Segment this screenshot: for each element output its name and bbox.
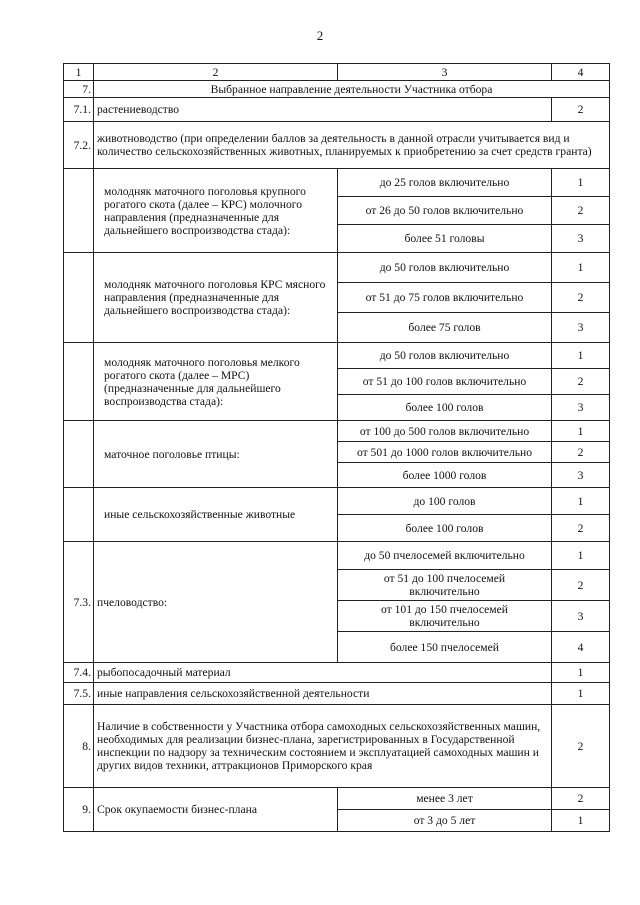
group-label: молодняк маточного поголовья крупного рогатого скота (далее – КРС) молочного направления (предназначенные для дальнейшего воспроизводства стада): xyxy=(94,169,338,253)
range: от 3 до 5 лет xyxy=(338,810,552,832)
score: 2 xyxy=(552,98,610,122)
score: 3 xyxy=(552,313,610,343)
row-7-2 xyxy=(64,122,610,169)
score: 1 xyxy=(552,542,610,570)
range: более 1000 голов xyxy=(338,463,552,488)
row-number: 7.5. xyxy=(64,683,94,705)
range: до 25 голов включительно xyxy=(338,169,552,197)
score: 2 xyxy=(552,197,610,225)
group-label: иные сельскохозяйственные животные xyxy=(94,488,338,542)
row-7 xyxy=(64,81,610,98)
row-number: 8. xyxy=(64,705,94,788)
score: 1 xyxy=(552,343,610,369)
score: 1 xyxy=(552,488,610,515)
empty-number-cell xyxy=(64,488,94,542)
range: от 100 до 500 голов включительно xyxy=(338,421,552,442)
score: 2 xyxy=(552,442,610,463)
mrs-option-1 xyxy=(64,343,610,369)
beekeeping-option-1 xyxy=(64,542,610,570)
row-8 xyxy=(64,705,610,788)
row-number: 7.3. xyxy=(64,542,94,663)
score: 4 xyxy=(552,632,610,663)
score: 2 xyxy=(552,369,610,395)
score: 2 xyxy=(552,788,610,810)
range: от 51 до 75 голов включительно xyxy=(338,283,552,313)
row-number: 7. xyxy=(64,81,94,98)
range: от 26 до 50 голов включительно xyxy=(338,197,552,225)
score: 1 xyxy=(552,253,610,283)
criterion-label: рыбопосадочный материал xyxy=(94,663,552,683)
range: до 100 голов xyxy=(338,488,552,515)
score: 1 xyxy=(552,810,610,832)
score: 2 xyxy=(552,570,610,601)
row-number: 9. xyxy=(64,788,94,832)
score: 3 xyxy=(552,601,610,632)
criterion-label: растениеводство xyxy=(94,98,552,122)
range: более 100 голов xyxy=(338,515,552,542)
score: 1 xyxy=(552,683,610,705)
criterion-label: Наличие в собственности у Участника отбора самоходных сельскохозяйственных машин, необходимых для реализации бизнес-плана, зарегистрированных в Государственной инспекции по надзору за техническим состоянием и эксплуатацией самоходных машин и других видов техники, аттракционов Приморского края xyxy=(94,705,552,788)
range: более 100 голов xyxy=(338,395,552,421)
score: 2 xyxy=(552,283,610,313)
header-col-2: 2 xyxy=(94,64,338,81)
krs-milk-option-1 xyxy=(64,169,610,197)
criterion-label: животноводство (при определении баллов за деятельность в данной отрасли учитывается вид и количество сельскохозяйственных животных, планируемых к приобретению за счет средств гранта) xyxy=(94,122,610,169)
range: до 50 пчелосемей включительно xyxy=(338,542,552,570)
score: 2 xyxy=(552,705,610,788)
row-number: 7.2. xyxy=(64,122,94,169)
krs-meat-option-1 xyxy=(64,253,610,283)
group-label: молодняк маточного поголовья КРС мясного направления (предназначенные для дальнейшего воспроизводства стада): xyxy=(94,253,338,343)
range: от 51 до 100 пчелосемей включительно xyxy=(338,570,552,601)
empty-number-cell xyxy=(64,421,94,488)
row-7-5 xyxy=(64,683,610,705)
group-label: маточное поголовье птицы: xyxy=(94,421,338,488)
range: от 501 до 1000 голов включительно xyxy=(338,442,552,463)
poultry-option-1 xyxy=(64,421,610,442)
header-col-4: 4 xyxy=(552,64,610,81)
section-title: Выбранное направление деятельности Участника отбора xyxy=(94,81,610,98)
score: 2 xyxy=(552,515,610,542)
page-number: 2 xyxy=(316,28,324,43)
row-7-4 xyxy=(64,663,610,683)
criterion-label: Срок окупаемости бизнес-плана xyxy=(94,788,338,832)
row-number: 7.1. xyxy=(64,98,94,122)
range: более 75 голов xyxy=(338,313,552,343)
score: 1 xyxy=(552,421,610,442)
group-label: молодняк маточного поголовья мелкого рогатого скота (далее – МРС) (предназначенные для дальнейшего воспроизводства стада): xyxy=(94,343,338,421)
criterion-label: иные направления сельскохозяйственной деятельности xyxy=(94,683,552,705)
other-animals-option-1 xyxy=(64,488,610,515)
score: 3 xyxy=(552,225,610,253)
header-col-1: 1 xyxy=(64,64,94,81)
range: от 51 до 100 голов включительно xyxy=(338,369,552,395)
empty-number-cell xyxy=(64,169,94,253)
range: от 101 до 150 пчелосемей включительно xyxy=(338,601,552,632)
empty-number-cell xyxy=(64,343,94,421)
score: 3 xyxy=(552,463,610,488)
range: до 50 голов включительно xyxy=(338,343,552,369)
score: 1 xyxy=(552,169,610,197)
range: более 150 пчелосемей xyxy=(338,632,552,663)
row-number: 7.4. xyxy=(64,663,94,683)
score: 3 xyxy=(552,395,610,421)
criterion-label: пчеловодство: xyxy=(94,542,338,663)
header-row xyxy=(64,64,610,81)
range: более 51 головы xyxy=(338,225,552,253)
criteria-table xyxy=(63,63,610,832)
row-7-1 xyxy=(64,98,610,122)
range: менее 3 лет xyxy=(338,788,552,810)
empty-number-cell xyxy=(64,253,94,343)
score: 1 xyxy=(552,663,610,683)
range: до 50 голов включительно xyxy=(338,253,552,283)
header-col-3: 3 xyxy=(338,64,552,81)
payback-option-1 xyxy=(64,788,610,810)
